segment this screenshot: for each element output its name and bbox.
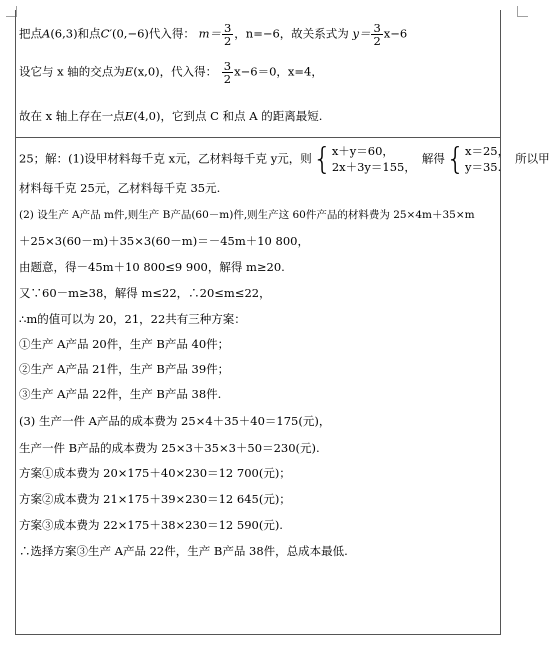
q25-line-10: ③生产 A产品 22件，生产 B产品 38件.	[19, 387, 222, 401]
equation-system-1: x＋y＝60， 2x＋3y＝155，	[331, 144, 416, 174]
q25-line-4: ＋25×3(60－m)＋35×3(60－m)＝－45m＋10 800，	[19, 234, 309, 248]
q25-line-7: ∴m的值可以为 20，21，22共有三种方案：	[19, 312, 246, 326]
q25-line-9: ②生产 A产品 21件，生产 B产品 39件；	[19, 362, 230, 376]
answer-sheet	[15, 10, 550, 635]
brace-system-1: {	[312, 141, 332, 177]
q25-line-6: 又∵60－m≥38，解得 m≤22，∴20≤m≤22，	[19, 286, 271, 300]
q25-line-1: 25；解：(1)设甲材料每千克 x元，乙材料每千克 y元，则{ x＋y＝60， 2x＋3y＝155， 解得{ x＝25， y＝35. 所以甲	[19, 141, 550, 177]
q25-line-13: 方案①成本费为 20×175＋40×230＝12 700(元)；	[19, 466, 291, 480]
fraction-y: $\frac{3}{2}$	[373, 21, 381, 49]
section-divider	[16, 137, 500, 138]
solution-line-2: 设它与 x 轴的交点为E(x,0)，代入得： $\frac{3}{2}$ x−6＝0，x=4，	[19, 59, 323, 87]
solution-line-3: 故在 x 轴上存在一点E(4,0)，它到点 C 和点 A 的距离最短.	[19, 109, 323, 123]
equation-system-2: x＝25， y＝35.	[464, 144, 510, 174]
fraction-m: $\frac{3}{2}$	[223, 21, 232, 49]
q25-line-15: 方案③成本费为 22×175＋38×230＝12 590(元).	[19, 518, 283, 532]
fraction-eq: $\frac{3}{2}$	[223, 59, 232, 87]
brace-system-2: {	[445, 141, 465, 177]
solution-line-1: 把点A(6,3)和点C′(0,−6)代入得： m＝ $\frac{3}{2}$ ，n=−6，故关系式为 y＝ $\frac{3}{2}$ x−6	[19, 21, 408, 49]
q25-line-11: (3) 生产一件 A产品的成本费为 25×4＋35＋40＝175(元)，	[19, 414, 331, 428]
q25-line-12: 生产一件 B产品的成本费为 25×3＋35×3＋50＝230(元).	[19, 441, 320, 455]
q25-line-3: (2) 设生产 A产品 m件,则生产 B产品(60－m)件,则生产这 60件产品的材料费为 25×4m＋35×m	[19, 209, 475, 221]
page-corner-mark-top-right	[517, 6, 528, 17]
q25-line-2: 材料每千克 25元，乙材料每千克 35元.	[19, 181, 221, 195]
q25-line-5: 由题意，得－45m＋10 800≤9 900，解得 m≥20.	[19, 260, 285, 274]
q25-line-16: ∴选择方案③生产 A产品 22件，生产 B产品 38件，总成本最低.	[19, 544, 348, 558]
q25-line-8: ①生产 A产品 20件，生产 B产品 40件；	[19, 337, 230, 351]
q25-line-14: 方案②成本费为 21×175＋39×230＝12 645(元)；	[19, 492, 291, 506]
